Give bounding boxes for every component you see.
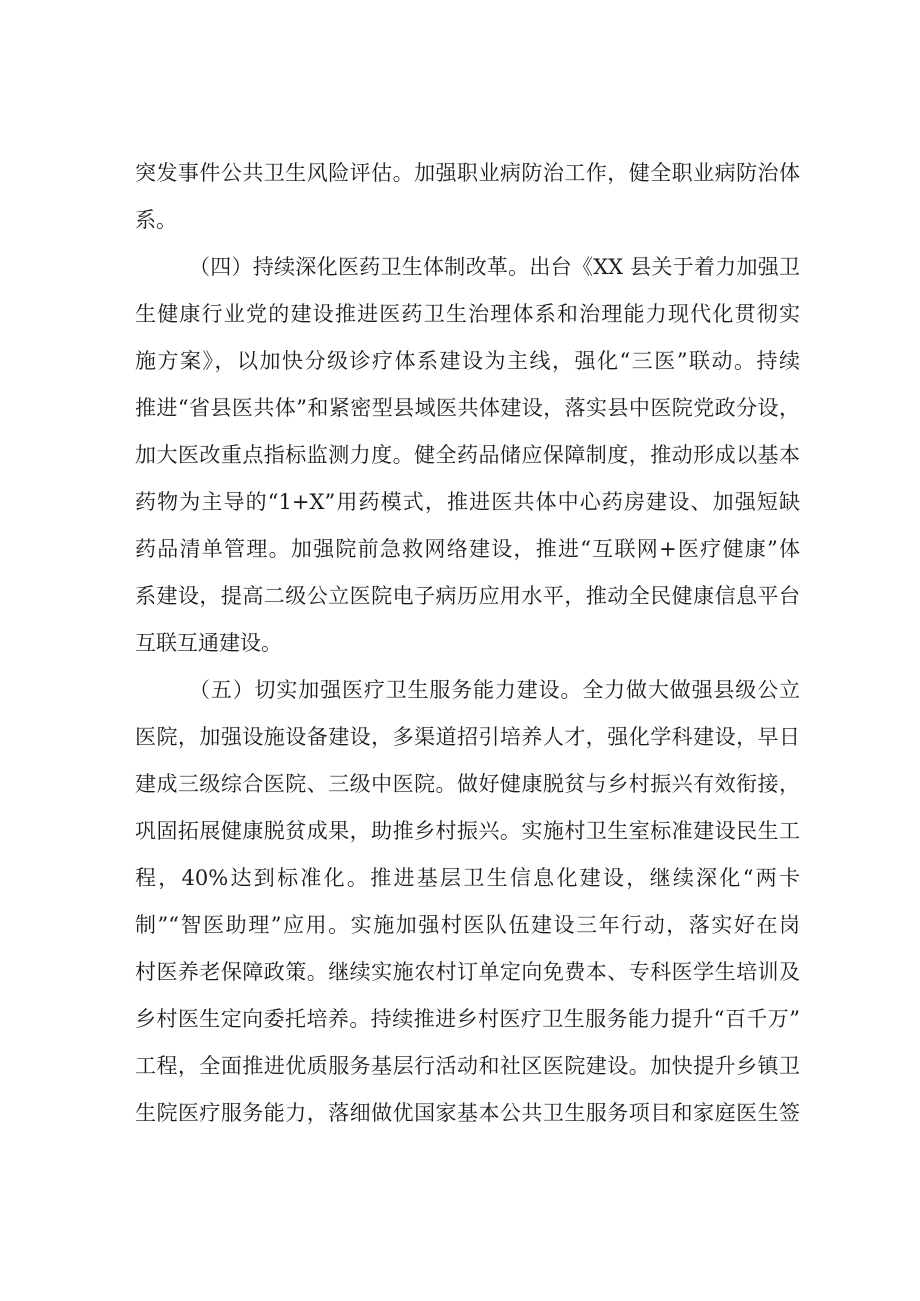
paragraph-service-capacity bbox=[135, 667, 800, 1137]
text-line: 药物为主导的“1+X”用药模式，推进医共体中心药房建设、加强短缺 bbox=[135, 490, 800, 514]
text-line: 乡村医生定向委托培养。持续推进乡村医疗卫生服务能力提升“百千万” bbox=[135, 1007, 800, 1031]
text-line: 互联互通建设。 bbox=[135, 631, 282, 655]
document-body bbox=[135, 150, 800, 1137]
paragraph-occupational-disease bbox=[135, 150, 800, 244]
paragraph-medical-reform bbox=[135, 244, 800, 667]
text-line: 加大医改重点指标监测力度。健全药品储应保障制度，推动形成以基本 bbox=[135, 443, 800, 467]
section-heading-line: （四）持续深化医药卫生体制改革。出台《XX 县关于着力加强卫 bbox=[189, 255, 800, 279]
text-line: 系建设，提高二级公立医院电子病历应用水平，推动全民健康信息平台 bbox=[135, 584, 800, 608]
section-heading-line: （五）切实加强医疗卫生服务能力建设。全力做大做强县级公立 bbox=[189, 678, 800, 702]
text-line: 建成三级综合医院、三级中医院。做好健康脱贫与乡村振兴有效衔接， bbox=[135, 772, 800, 796]
text-line: 施方案》，以加快分级诊疗体系建设为主线，强化“三医”联动。持续 bbox=[135, 349, 800, 373]
text-line: 制”“智医助理”应用。实施加强村医队伍建设三年行动，落实好在岗 bbox=[135, 913, 800, 937]
text-line: 药品清单管理。加强院前急救网络建设，推进“互联网+医疗健康”体 bbox=[135, 537, 800, 561]
text-line: 生院医疗服务能力，落细做优国家基本公共卫生服务项目和家庭医生签 bbox=[135, 1101, 800, 1125]
text-line: 工程，全面推进优质服务基层行活动和社区医院建设。加快提升乡镇卫 bbox=[135, 1054, 800, 1078]
text-line: 巩固拓展健康脱贫成果，助推乡村振兴。实施村卫生室标准建设民生工 bbox=[135, 819, 800, 843]
text-line: 程，40%达到标准化。推进基层卫生信息化建设，继续深化“两卡 bbox=[135, 866, 800, 890]
text-line: 推进“省县医共体”和紧密型县域医共体建设，落实县中医院党政分设， bbox=[135, 396, 800, 420]
text-line: 突发事件公共卫生风险评估。加强职业病防治工作，健全职业病防治体 bbox=[135, 161, 800, 185]
text-line: 医院，加强设施设备建设，多渠道招引培养人才，强化学科建设，早日 bbox=[135, 725, 800, 749]
text-line: 系。 bbox=[135, 208, 177, 232]
text-line: 村医养老保障政策。继续实施农村订单定向免费本、专科医学生培训及 bbox=[135, 960, 800, 984]
text-line: 生健康行业党的建设推进医药卫生治理体系和治理能力现代化贯彻实 bbox=[135, 302, 800, 326]
